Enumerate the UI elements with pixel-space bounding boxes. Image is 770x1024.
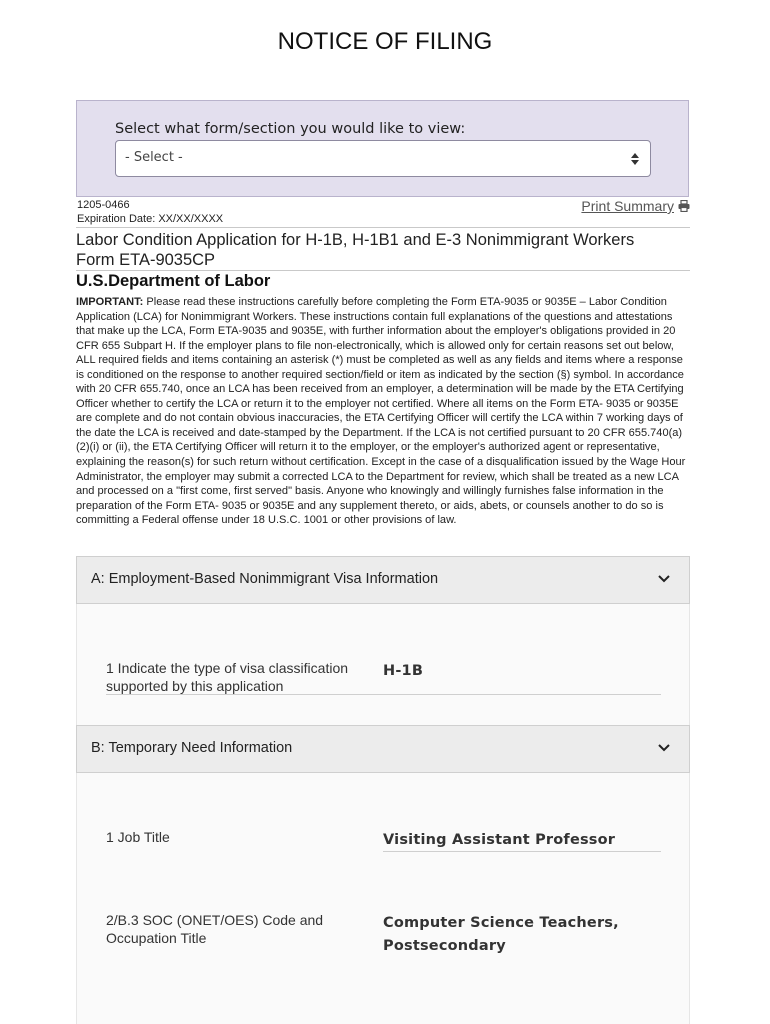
field-value-visa-classification: H-1B: [383, 663, 424, 679]
important-text: Please read these instructions carefully before completing the Form ETA-9035 or 9035E – Labor Condition Application (LCA) for Nonimmigrant Workers. These instructions contain full explanations of the questions and attestations that make up the LCA, Form ETA-9035 and 9035E, with further information about the employer's obligations provided in 20 CFR 655 Subpart H. If the employer plans to file non-electronically, which is allowed only for certain reasons set out below, ALL required fields and items containing an asterisk (*) must be completed as well as any fields and items where a response is conditioned on the response to another required section/field or item as indicated by the section (§) symbol. In accordance with 20 CFR 655.740, once an LCA has been received from an employer, a determination will be made by the ETA Certifying Officer whether to certify the LCA or return it to the employer not certified. Where all items on the Form ETA- 9035 or 9035E are complete and do not contain obvious inaccuracies, the ETA Certifying Officer will certify the LCA within 7 working days of the date the LCA is received and date-stamped by the Department. If the LCA is not certified pursuant to 20 CFR 655.740(a)(2)(i) or (ii), the ETA Certifying Officer will return it to the employer, or the employer's authorized agent or representative, explaining the reason(s) for such return without certification. Except in the case of a disqualification issued by the Wage Hour Administrator, the employer may submit a corrected LCA to the Department for review, which shall be treated as a new LCA and processed on a "first come, first served" basis. Anyone who knowingly and willingly furnishes false information in the preparation of the Form ETA- 9035 or 9035E and any supplement thereto, or aids, abets, or counsels another to do so is committing a Federal offense under 18 U.S.C. 1001 or other provisions of law.: [76, 296, 686, 527]
field-value-job-title: Visiting Assistant Professor: [383, 832, 616, 848]
expiration-date: Expiration Date: XX/XX/XXXX: [77, 213, 224, 225]
printer-icon: [678, 200, 690, 212]
field-value-soc-code: Computer Science Teachers, Postsecondary: [383, 915, 619, 954]
form-number: Form ETA-9035CP: [76, 250, 216, 269]
page-title: NOTICE OF FILING: [277, 28, 493, 55]
important-label: IMPORTANT:: [76, 296, 144, 308]
department-name: U.S.Department of Labor: [76, 272, 271, 290]
form-section-select[interactable]: [115, 140, 651, 177]
chevron-down-icon[interactable]: [657, 574, 671, 584]
field-label-visa-classification: 1 Indicate the type of visa classification supported by this application: [106, 660, 349, 694]
field-underline: [106, 694, 661, 695]
sort-arrows-icon: [630, 150, 640, 168]
important-instructions: [76, 295, 690, 528]
selector-label: Select what form/section you would like to view:: [115, 121, 466, 137]
form-section-selector-panel: [76, 100, 689, 197]
select-value: - Select -: [125, 150, 183, 165]
section-b-body: [76, 773, 690, 1024]
omb-number: 1205-0466: [77, 199, 130, 211]
print-summary-label: Print Summary: [581, 198, 674, 214]
section-a-title: A: Employment-Based Nonimmigrant Visa Information: [91, 571, 439, 587]
divider: [76, 227, 690, 228]
print-summary-link[interactable]: [581, 198, 690, 214]
chevron-down-icon[interactable]: [657, 743, 671, 753]
form-title: Labor Condition Application for H-1B, H-1B1 and E-3 Nonimmigrant Workers: [76, 231, 635, 249]
section-b-title: B: Temporary Need Information: [91, 740, 293, 756]
field-label-soc-code: 2/B.3 SOC (ONET/OES) Code and Occupation Title: [106, 912, 324, 946]
field-label-job-title: 1 Job Title: [106, 829, 170, 845]
field-underline: [383, 851, 661, 852]
form-heading: [76, 231, 690, 270]
section-a-header[interactable]: [76, 556, 690, 604]
section-b-header[interactable]: [76, 725, 690, 773]
divider: [76, 270, 690, 271]
